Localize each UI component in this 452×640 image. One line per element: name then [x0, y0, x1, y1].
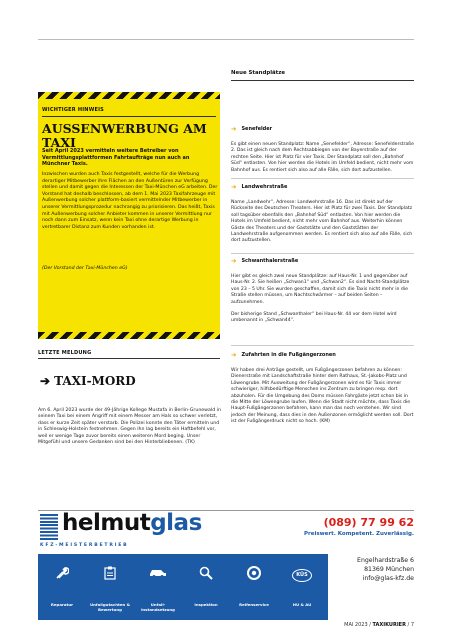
footer-magazine: TAXIKURIER [372, 622, 406, 628]
section-body: Es gibt einen neuen Standplatz: Name „Senefelder“, Adresse: Senefelderstraße 2. Das ist gleich nach dem Rechtsabbiegen von der Bayerstraße auf der rechten Seite. Hier ist Platz für vier Taxis. Der Standplatz soll den „Bahnhof Süd“ entlasten. Von hier werden die Hotels im Umfeld bedient, nicht mehr vom Bahnhof aus. Es rentiert sich also auf alle Fälle, sich dort aufzustellen. [231, 142, 414, 173]
footer-page-number: / 7 [405, 622, 414, 628]
service-inspektion [182, 554, 230, 620]
notice-lead: Seit April 2023 vermitteln weitere Betreiber von Vermittlungsplattformen Fahrtaufträge nun auch an Münchner Taxis. [42, 148, 190, 168]
right-column-divider [231, 80, 414, 81]
arrow-right-icon: ➔ [231, 351, 237, 359]
service-hu-au [278, 554, 326, 620]
service-label: HU & AU [292, 602, 312, 607]
latest-news-divider [38, 358, 220, 359]
page-footer [344, 622, 414, 628]
service-label: Inspektion [194, 602, 218, 607]
logo-wordmark-accent: glas [150, 510, 202, 536]
section-body: Name „Landwehr“, Adresse: Landwehrstraße 16. Das ist direkt auf der Rückseite des Deutschen Theaters. Hier ist Platz für zwei Taxis. Der Standplatz soll tagsüber ebenfalls den „Bahnhof Süd“ entlasten. Von hier werden die Hotels im Umfeld bedient, nicht mehr vom Bahnhof aus. Weiterhin können Gäste des Theaters und der Gaststätte und den Gaststätten der Landwehrstraße aufgenommen werden. Es rentiert sich also auf alle Fälle, sich dort aufzustellen. [231, 200, 413, 244]
hazard-stripe-top [38, 92, 220, 99]
arrow-right-icon: ➔ [231, 125, 237, 133]
section-heading [231, 352, 415, 358]
section-body: Hier gibt es gleich zwei neue Standplätze: auf Haus-Nr. 1 und gegenüber auf Haus-Nr. 2. Sie heißen „Schwan1“ und „Schwan2“. Es sind Nacht-Standplätze von 23 – 5 Uhr. Sie wurden geschaffen, damit sich die Taxis nicht mehr in die Straße stellen müssen, um Nachtschwärmer – auf beiden Seiten – aufzunehmen. [231, 274, 410, 305]
section-heading-text: Zufahrten in die Fußgängerzonen [241, 352, 336, 358]
latest-news-label: LETZTE MELDUNG [38, 350, 92, 356]
service-reifen [230, 554, 278, 620]
logo-stripes-icon [40, 514, 58, 540]
service-gutachten [86, 554, 134, 620]
notice-signature: (Der Vorstand der Taxi-München eG) [42, 266, 128, 271]
hazard-stripe-bottom [38, 332, 220, 339]
latest-news-title-text: TAXI-MORD [54, 374, 136, 388]
logo-subtitle: KFZ-MEISTERBETRIEB [40, 543, 129, 548]
kus-badge-icon [278, 566, 326, 582]
section-divider [231, 345, 414, 346]
arrow-right-icon: ➔ [231, 183, 237, 191]
latest-news-body: Am 6. April 2023 wurde der 49-Jährige Kollege Mustafa in Berlin-Grunewald in seinem Taxi bei einem Angriff mit einem Messer am Hals so schwer verletzt, dass er kurze Zeit später verstarb. Die Polizei konnte den Täter ermitteln und in Schleswig-Holstein festnehmen. Gegen ihn lag bereits ein Haftbefehl vor, weil er wenige Tage zuvor bereits einen weiteren Mord beging. Unser Mitgefühl und unsere Gedanken sind bei den Hinterbliebenen. (TK) [38, 408, 221, 446]
tire-icon [230, 566, 278, 584]
notice-body: Inzwischen wurden auch Taxis festgestellt, welche für die Werbung derartiger Mitbewerber ihre Flächen an den Außentüren zur Verfügung stellen und damit gegen die Interessen der Taxi-München eG arbeiten. Der Vorstand hat deshalb beschlossen, ab dem 1. Mai 2023 Taxifahrzeuge mit Außenwerbung solcher plattform-basiert vermittelnder Mitbewerber in unserer Vermittlungsprozedur nachrangig zu priorisieren. Das heißt, Taxis mit Außenwerbung solcher Anbieter kommen in unserer Vermittlung nur noch dann zum Einsatz, wenn kein Taxi ohne derartige Werbung in vertretbarer Distanz zum Kunden vorhanden ist. [42, 172, 218, 230]
crashed-car-icon [134, 566, 182, 582]
helmutglas-logo [40, 510, 220, 554]
right-column-label: Neue Standplätze [231, 70, 286, 76]
address-email[interactable]: info@glas-kfz.de [362, 575, 414, 582]
section-senefelder [231, 126, 415, 174]
notice-divider [42, 116, 216, 117]
service-label: Reparatur [50, 602, 74, 607]
magnifier-icon [182, 566, 230, 584]
section-heading-text: Schwanthalerstraße [241, 258, 299, 264]
service-bar [38, 554, 328, 620]
top-rule [38, 39, 414, 40]
address-street: Engelhardstraße 6 [357, 557, 414, 564]
section-heading-text: Landwehrstraße [241, 184, 288, 190]
ad-phone-number[interactable]: (089) 77 99 62 [323, 516, 414, 529]
latest-news-title [40, 374, 136, 388]
service-label: Unfallgutachten & Bewertung [89, 602, 131, 612]
section-heading [231, 258, 415, 264]
section-divider [231, 253, 414, 254]
section-heading [231, 126, 415, 132]
clipboard-icon [86, 566, 134, 584]
address-city: 81369 München [364, 566, 414, 573]
section-body-note: Der bisherige Stand „Schwanthaler“ bei Haus-Nr. 44 vor dem Hotel wird umbenannt in „Schwan44“. [231, 312, 397, 324]
service-instandsetzung [134, 554, 182, 620]
section-heading [231, 184, 415, 190]
wrench-icon [38, 566, 86, 584]
ad-address [330, 556, 414, 583]
arrow-right-icon: ➔ [40, 374, 51, 388]
section-body: Wir haben drei Anträge gestellt, um Fußgängerzonen befahren zu können: Dienerstraße mit Landschaftstraße hinter dem Rathaus, St.-Jakobs-Platz und Löwengrube. Mit Ausweitung der Fußgängerzonen wird es für Taxis immer schwieriger, hilfsbedürftige Menschen ins Zentrum zu bringen resp. dort abzuholen. Für die Umgebung des Doms müssen Fahrgäste jetzt schon bis in die Mitte der Löwengrube laufen. Wenn die Stadt nicht möchte, dass Taxis die Haupt-Fußgängerzonen befahren, kann man das noch verstehen. Wir sind jedoch der Meinung, dass dies in den Außenzonen ermöglicht werden soll. Dort ist der Fußgängerdruck nicht so hoch. (KM) [231, 368, 414, 425]
service-label: Reifenservice [239, 602, 269, 607]
logo-wordmark-main: helmut [62, 510, 151, 536]
notice-label: WICHTIGER HINWEIS [42, 107, 105, 113]
section-fussgaengerzonen [231, 352, 415, 426]
notice-box [38, 92, 220, 339]
ad-slogan: Preiswert. Kompetent. Zuverlässig. [303, 531, 414, 537]
arrow-right-icon: ➔ [231, 257, 237, 265]
section-landwehr [231, 184, 415, 245]
service-label: Unfall-instandsetzung [141, 602, 175, 612]
footer-issue: MAI 2023 / [344, 622, 373, 628]
section-divider [231, 178, 414, 179]
service-reparatur [38, 554, 86, 620]
section-schwanthaler [231, 258, 415, 325]
logo-wordmark [62, 510, 202, 536]
kus-badge-text: KÜS [292, 569, 312, 582]
section-heading-text: Senefelder [241, 126, 273, 132]
notice-title: AUSSENWERBUNG AM TAXI [42, 121, 207, 150]
